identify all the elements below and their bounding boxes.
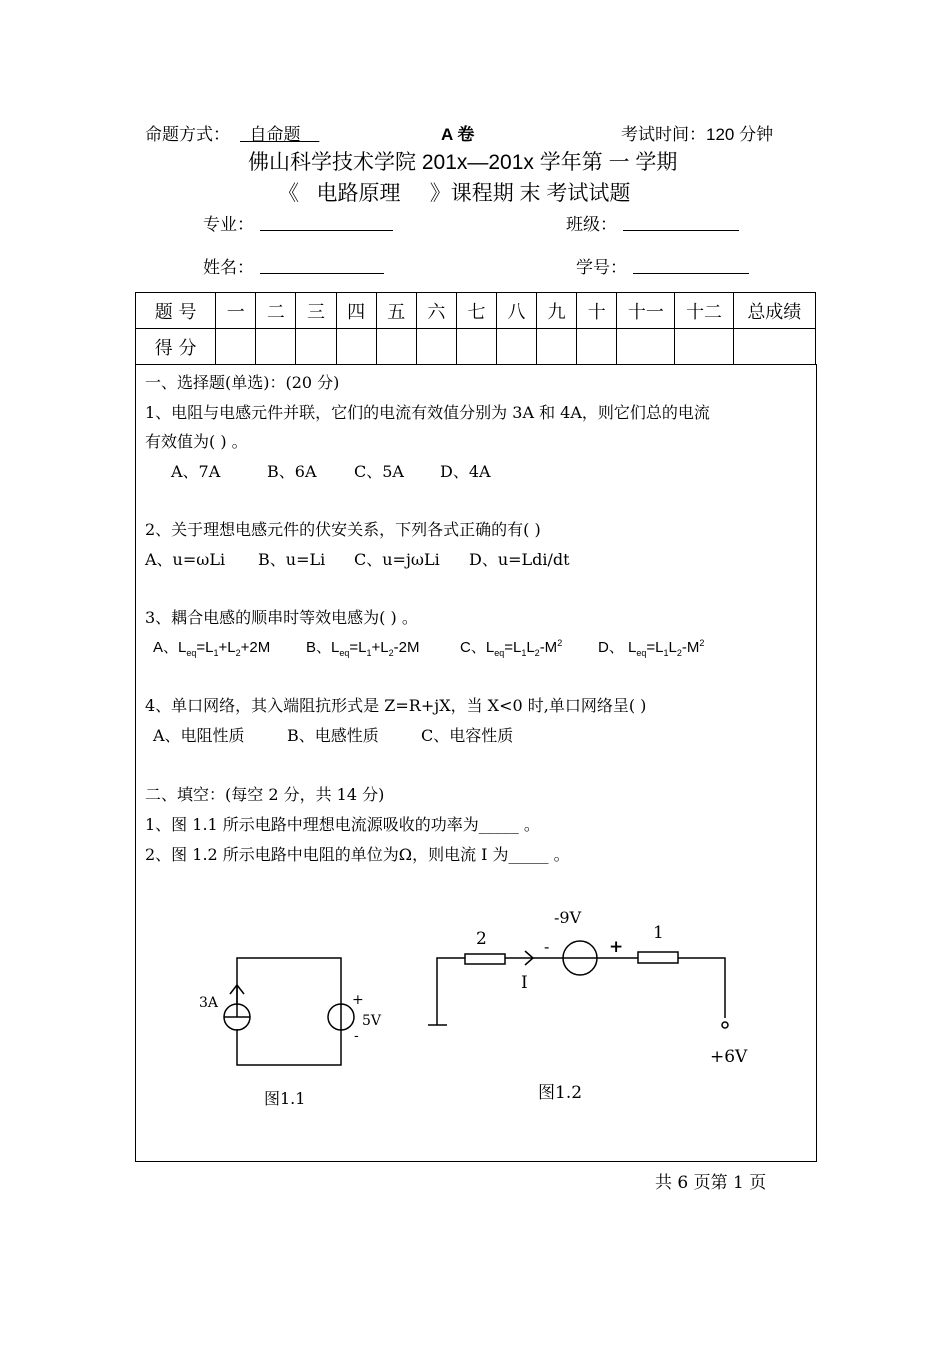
column-header: 二	[256, 293, 296, 329]
q3a-plus: +L	[218, 639, 236, 656]
page-footer: 共 6 页第 1 页	[655, 1173, 767, 1193]
q2-option-a: A、u=ωLi	[145, 550, 226, 569]
fig2-left-wire	[437, 958, 465, 1025]
figure-1-2	[420, 900, 780, 1103]
score-cell[interactable]	[537, 329, 577, 365]
school-title: 佛山科学技术学院 201x—201x 学年第 一 学期	[248, 151, 678, 174]
column-header: 九	[537, 293, 577, 329]
column-header: 五	[376, 293, 416, 329]
course-name: 电路原理	[316, 182, 401, 205]
major-label: 专业：	[203, 215, 254, 234]
q3c-plus: L	[526, 639, 535, 656]
fig1-source-label: 3A	[199, 995, 219, 1011]
column-header: 十	[577, 293, 617, 329]
column-header: 七	[456, 293, 496, 329]
q3a-s1: 1	[213, 648, 219, 658]
q3-option-d	[598, 636, 704, 658]
q1-line1: 1、电阻与电感元件并联，它们的电流有效值分别为 3A 和 4A，则它们总的电流	[145, 403, 710, 422]
q3b-sub: eq	[339, 648, 350, 658]
q1-option-d: D、4A	[440, 462, 491, 481]
class-label: 班级：	[566, 215, 617, 234]
q3d-sup: 2	[699, 638, 705, 648]
q3c-tail: -M	[539, 639, 558, 656]
fig1-voltage-label: 5V	[362, 1013, 382, 1029]
fig1-bottom-wire	[237, 1029, 341, 1065]
column-header: 十一	[617, 293, 675, 329]
q3a-sub: eq	[186, 648, 197, 658]
figure-1-1	[190, 945, 390, 1115]
score-cell[interactable]	[296, 329, 336, 365]
fig2-resistor-2	[465, 954, 505, 964]
q3c-s1: 1	[521, 648, 527, 658]
q3-option-b	[306, 636, 419, 658]
course-open: 《	[278, 182, 299, 205]
student-id-field[interactable]	[633, 273, 749, 274]
score-row	[136, 329, 816, 365]
q1-option-c: C、5A	[354, 462, 404, 481]
fig1-top-wire	[237, 958, 341, 1005]
column-header: 一	[216, 293, 256, 329]
q1-option-a: A、7A	[171, 462, 221, 481]
score-cell[interactable]	[617, 329, 675, 365]
q3c-text: =L	[504, 639, 522, 656]
q3a-prefix: A、L	[153, 639, 187, 656]
q3d-prefix: D、 L	[598, 639, 637, 656]
fig1-minus: -	[354, 1028, 359, 1044]
score-cell[interactable]	[216, 329, 256, 365]
major-field[interactable]	[260, 230, 393, 231]
q1-option-b: B、6A	[267, 462, 317, 481]
q1-line2: 有效值为( ) 。	[145, 432, 248, 451]
score-cell[interactable]	[675, 329, 733, 365]
score-cell[interactable]	[456, 329, 496, 365]
q4-option-a: A、电阻性质	[153, 726, 245, 745]
column-header: 八	[497, 293, 537, 329]
score-header: 得 分	[136, 329, 216, 365]
q3a-tail: +2M	[240, 639, 271, 656]
q2-option-d: D、u=Ldi/dt	[469, 550, 570, 569]
fig2-resistor-1	[638, 952, 678, 963]
fig2-caption: 图1.2	[538, 1083, 583, 1103]
q3b-plus: +L	[371, 639, 389, 656]
q3-option-a	[153, 636, 270, 658]
q3a-s2: 2	[235, 648, 241, 658]
fig2-r1-label: 2	[476, 929, 487, 949]
s2-q2-line: 2、图 1.2 所示电路中电阻的单位为Ω，则电流 I 为_____ 。	[145, 845, 570, 864]
fig2-right-wire	[678, 958, 725, 1018]
score-cell-total[interactable]	[733, 329, 815, 365]
q3b-prefix: B、L	[306, 639, 340, 656]
q3b-s2: 2	[388, 648, 394, 658]
mode-label: 命题方式：	[145, 125, 230, 144]
score-cell[interactable]	[336, 329, 376, 365]
column-header: 三	[296, 293, 336, 329]
q3d-text: =L	[646, 639, 664, 656]
paper-label: A 卷	[441, 125, 475, 144]
score-cell[interactable]	[416, 329, 456, 365]
fig2-r2-label: 1	[653, 923, 664, 943]
section1-title: 一、选择题(单选)：(20 分)	[145, 373, 340, 392]
score-cell[interactable]	[376, 329, 416, 365]
q3d-sub: eq	[636, 648, 647, 658]
question-number-header: 题 号	[136, 293, 216, 329]
section2-title: 二、填空：(每空 2 分，共 14 分)	[145, 785, 385, 804]
fig2-minus: -	[544, 937, 550, 956]
column-header-total: 总成绩	[733, 293, 815, 329]
q3a-text: =L	[196, 639, 214, 656]
fig2-terminal	[722, 1022, 728, 1028]
column-header: 四	[336, 293, 376, 329]
q3-line: 3、耦合电感的顺串时等效电感为( ) 。	[145, 608, 418, 627]
mode-value	[240, 120, 319, 145]
fig2-current-label: I	[521, 973, 528, 993]
class-field[interactable]	[623, 230, 739, 231]
q4-line: 4、单口网络，其入端阻抗形式是 Z=R+jX，当 X<0 时,单口网络呈( )	[145, 696, 647, 715]
name-field[interactable]	[260, 273, 384, 274]
q3d-s1: 1	[663, 648, 669, 658]
q3c-sup: 2	[557, 638, 563, 648]
fig1-caption: 图1.1	[264, 1089, 306, 1108]
q3d-plus: L	[668, 639, 677, 656]
score-cell[interactable]	[577, 329, 617, 365]
course-close: 》课程期 末 考试试题	[429, 182, 631, 205]
column-header: 十二	[675, 293, 733, 329]
course-title	[278, 177, 630, 207]
q2-line: 2、关于理想电感元件的伏安关系，下列各式正确的有( )	[145, 520, 541, 539]
s2-q1-line: 1、图 1.1 所示电路中理想电流源吸收的功率为_____ 。	[145, 815, 540, 834]
student-id-label: 学号：	[576, 258, 627, 277]
q3d-s2: 2	[676, 648, 682, 658]
fig1-plus: +	[352, 992, 364, 1008]
score-cell[interactable]	[256, 329, 296, 365]
q3-option-c	[460, 636, 562, 658]
q3b-tail: -2M	[393, 639, 420, 656]
fig2-vs-label: -9V	[554, 908, 582, 927]
name-label: 姓名：	[203, 258, 254, 277]
q3d-tail: -M	[681, 639, 700, 656]
score-table	[135, 292, 816, 365]
score-cell[interactable]	[497, 329, 537, 365]
fig2-terminal-label: +6V	[710, 1047, 748, 1067]
q3c-s2: 2	[534, 648, 540, 658]
q3c-prefix: C、L	[460, 639, 495, 656]
q4-option-c: C、电容性质	[421, 726, 514, 745]
q2-option-b: B、u=Li	[258, 550, 326, 569]
q3b-s1: 1	[366, 648, 372, 658]
q4-option-b: B、电感性质	[287, 726, 379, 745]
q2-option-c: C、u=jωLi	[354, 550, 440, 569]
fig2-plus: +	[609, 937, 624, 957]
column-header: 六	[416, 293, 456, 329]
question-number-row	[136, 293, 816, 329]
q3b-text: =L	[349, 639, 367, 656]
q3c-sub: eq	[494, 648, 505, 658]
exam-time: 考试时间：120 分钟	[621, 125, 774, 144]
mode-value-text: 自命题	[249, 125, 301, 144]
